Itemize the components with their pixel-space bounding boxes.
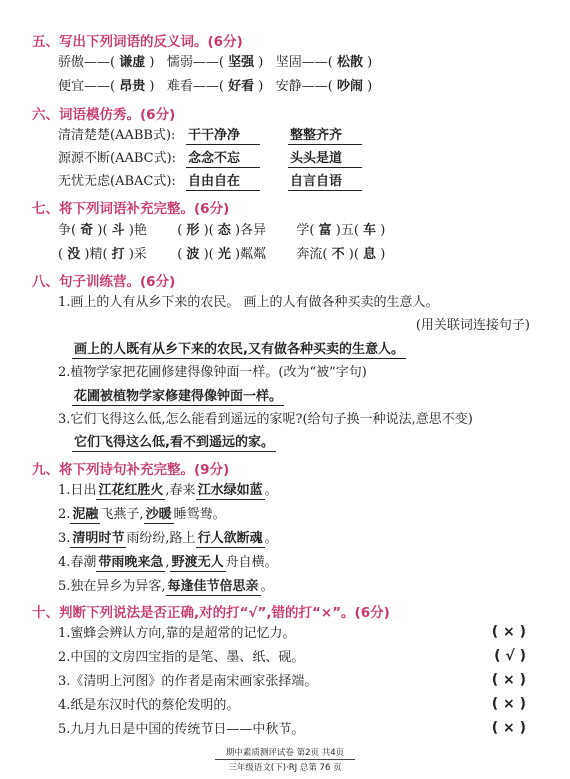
poem-line-2: 2. 泥融 飞燕子, 沙暖 睡鸳鸯。 xyxy=(58,507,226,522)
imitation-row-1: 清清楚楚(AABB式): 干干净净 整整齐齐 xyxy=(58,127,362,145)
judge-mark-4: ( × ) xyxy=(491,696,526,712)
imitation-row-3: 无忧无虑(ABAC式): 自由自在 自言自语 xyxy=(58,173,362,191)
sentence-q1: 1.画上的人有从乡下来的农民。 画上的人有做各种买卖的生意人。 xyxy=(58,295,439,310)
judge-mark-1: ( × ) xyxy=(491,624,526,640)
section-6-title: 六、词语模仿秀。(6分) xyxy=(32,107,176,123)
idiom-row-1: 争( 奇 )( 斗 )艳 ( 形 )( 态 )各异 学( 富 )五( 车 ) xyxy=(58,223,386,238)
judge-item-4: 4.纸是东汉时代的蔡伦发明的。 xyxy=(58,698,240,713)
sentence-q3-answer: 它们飞得这么低,看不到遥远的家。 xyxy=(74,435,274,450)
judge-mark-3: ( × ) xyxy=(491,672,526,688)
page-footer-line-2: 三年级语文(下)·RJ 总第 76 页 xyxy=(215,759,355,773)
section-7-title: 七、将下列词语补充完整。(6分) xyxy=(32,201,230,217)
page-footer-line-1: 期中素质测评试卷 第2页 共4页 xyxy=(225,748,345,758)
antonym-row-2: 便宜——( 昂贵 ) 难看——( 好看 ) 安静——( 吵闹 ) xyxy=(58,79,373,94)
judge-item-2: 2.中国的文房四宝指的是笔、墨、纸、砚。 xyxy=(58,650,305,665)
judge-item-5: 5.九月九日是中国的传统节日——中秋节。 xyxy=(58,722,305,737)
judge-item-3: 3.《清明上河图》的作者是南宋画家张择端。 xyxy=(58,674,318,689)
sentence-q2: 2.植物学家把花圃修建得像钟面一样。(改为“被”字句) xyxy=(58,365,367,380)
poem-line-1: 1.日出 江花红胜火 ,春来 江水绿如蓝 。 xyxy=(58,483,278,498)
section-8-title: 八、句子训练营。(6分) xyxy=(32,274,176,290)
imitation-row-2: 源源不断(AABC式): 念念不忘 头头是道 xyxy=(58,150,362,168)
section-5-title: 五、写出下列词语的反义词。(6分) xyxy=(32,34,243,50)
judge-item-1: 1.蜜蜂会辨认方向,靠的是超常的记忆力。 xyxy=(58,626,296,641)
sentence-q3: 3.它们飞得这么低,怎么能看到遥远的家呢?(给句子换一种说法,意思不变) xyxy=(58,412,473,427)
judge-mark-2: ( √ ) xyxy=(494,648,526,664)
idiom-row-2: ( 没 )精( 打 )采 ( 波 )( 光 )粼粼 奔流( 不 )( 息 ) xyxy=(58,247,386,262)
sentence-q1-hint: (用关联词连接句子) xyxy=(415,318,530,333)
sentence-q2-answer: 花圃被植物学家修建得像钟面一样。 xyxy=(74,389,283,404)
poem-line-3: 3. 清明时节 雨纷纷,路上 行人欲断魂 。 xyxy=(58,531,278,546)
poem-line-4: 4.春潮 带雨晚来急 , 野渡无人 舟自横。 xyxy=(58,555,278,570)
judge-mark-5: ( × ) xyxy=(491,720,526,736)
section-9-title: 九、将下列诗句补充完整。(9分) xyxy=(32,462,230,478)
sentence-q1-answer: 画上的人既有从乡下来的农民,又有做各种买卖的生意人。 xyxy=(74,342,404,357)
poem-line-5: 5.独在异乡为异客, 每逢佳节倍思亲 。 xyxy=(58,579,274,594)
section-10-title: 十、判断下列说法是否正确,对的打“√”,错的打“×”。(6分) xyxy=(32,605,390,621)
antonym-row-1: 骄傲——( 谦虚 ) 懦弱——( 坚强 ) 坚固——( 松散 ) xyxy=(58,55,373,70)
